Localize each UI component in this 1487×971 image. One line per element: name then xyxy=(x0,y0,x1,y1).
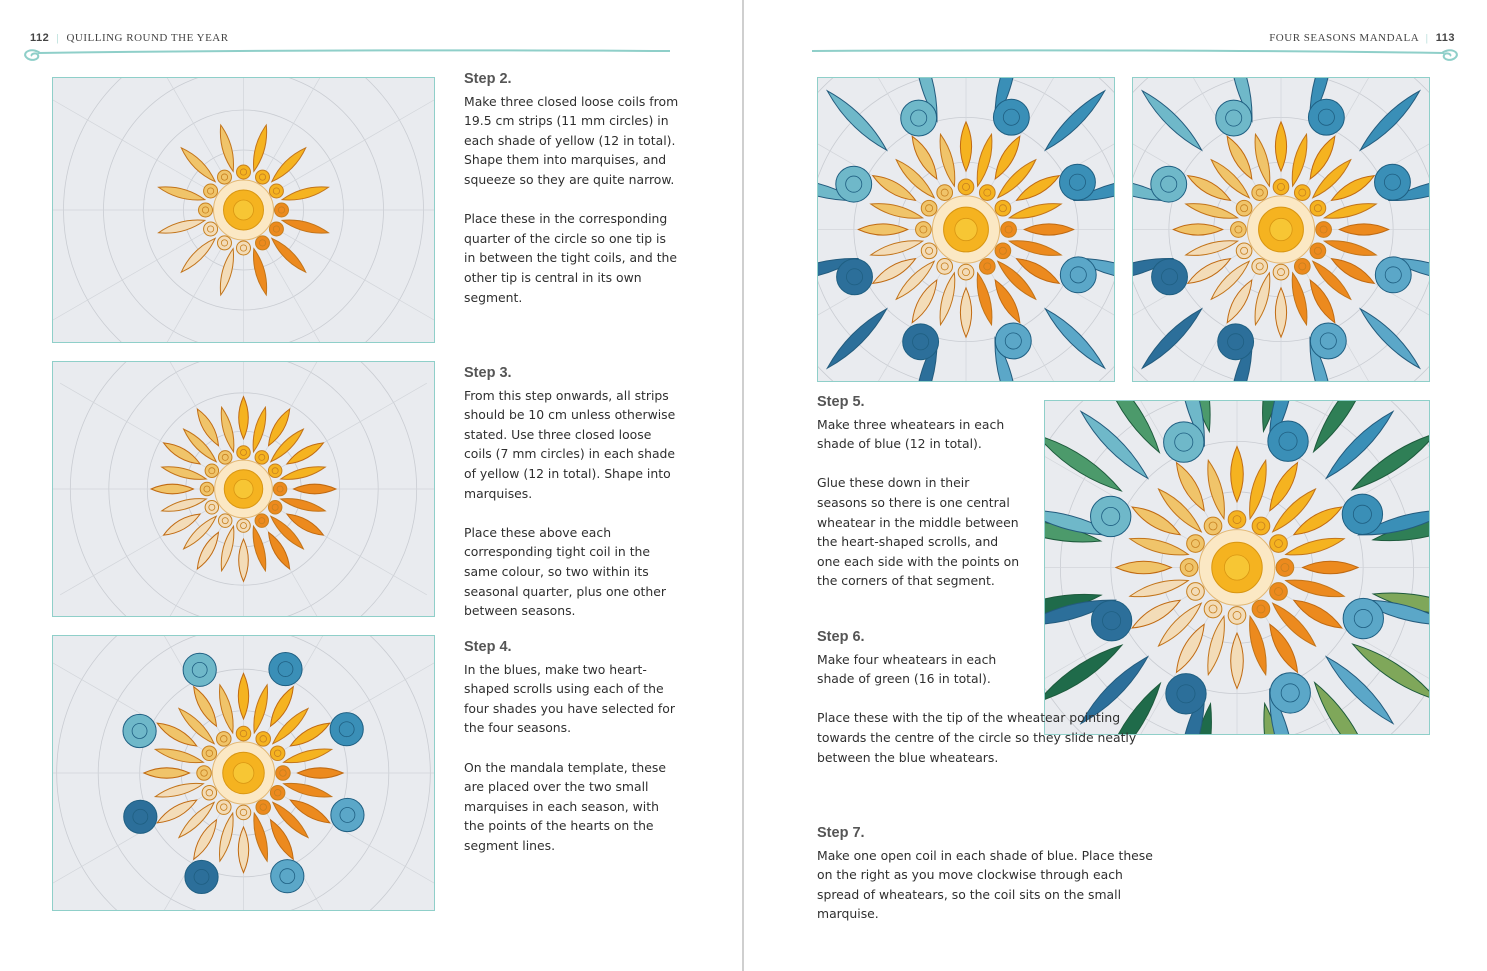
tight-coil xyxy=(1236,200,1252,216)
tight-coil xyxy=(1252,517,1270,535)
step-3-heading: Step 3. xyxy=(464,365,512,381)
tight-coil xyxy=(995,243,1011,259)
step-5-text xyxy=(817,393,1023,591)
tight-coil xyxy=(1310,200,1326,216)
tight-coil xyxy=(1204,517,1222,535)
tight-coil xyxy=(1228,511,1246,529)
heart-scroll xyxy=(1060,164,1096,200)
tight-coil xyxy=(1252,259,1268,275)
tight-coil xyxy=(1187,583,1205,601)
tight-coil xyxy=(979,185,995,201)
tight-coil xyxy=(1273,179,1289,195)
heart-scroll xyxy=(1152,259,1188,295)
heart-scroll xyxy=(837,259,873,295)
heart-scroll xyxy=(1164,422,1204,462)
heart-scroll xyxy=(1375,164,1411,200)
step-6-photo xyxy=(1044,400,1430,735)
heart-scroll xyxy=(903,324,939,360)
tight-coil xyxy=(1276,559,1294,577)
tight-coil xyxy=(1231,222,1247,238)
book-title: QUILLING ROUND THE YEAR xyxy=(66,32,229,44)
tight-coil xyxy=(1270,583,1288,601)
step-5-paragraph-2: Glue these down in their seasons so there is one central wheatear in the middle between the heart-shaped scrolls, and one each side with the points on the corners of that segment. xyxy=(817,475,1020,589)
heart-scroll xyxy=(1060,257,1096,293)
tight-coil xyxy=(937,259,953,275)
right-running-head xyxy=(1269,32,1455,44)
heart-scroll xyxy=(1270,673,1310,713)
step-2-paragraph-2: Place these in the corresponding quarter of the circle so one tip is in between the tight coils, and the other tip is central in its own segment. xyxy=(464,211,678,305)
tight-coil xyxy=(1204,600,1222,618)
heart-scroll xyxy=(1375,257,1411,293)
heart-scroll xyxy=(1343,598,1383,638)
tight-coil xyxy=(1180,559,1198,577)
tight-coil xyxy=(1228,607,1246,625)
step-5-heading: Step 5. xyxy=(817,394,865,410)
tight-coil xyxy=(1294,259,1310,275)
heart-scroll xyxy=(1308,99,1344,135)
tight-coil xyxy=(958,179,974,195)
tight-coil xyxy=(979,259,995,275)
step-6-paragraph-2: Place these with the tip of the wheatear pointing towards the centre of the circle so they slide neatly between the blue wheatears. xyxy=(817,710,1137,765)
center-coil-inner xyxy=(1270,218,1292,240)
right-header-swirl-line xyxy=(808,44,1464,64)
step-7-text xyxy=(817,824,1157,924)
heart-scroll xyxy=(901,100,937,136)
tight-coil xyxy=(1270,535,1288,553)
right-separator: | xyxy=(1425,32,1429,44)
step-2-paragraph-1: Make three closed loose coils from 19.5 cm strips (11 mm circles) in each shade of yellow (12 in total). Shape them into marquises, and squeeze so they are quite narrow. xyxy=(464,93,679,187)
center-coil-inner xyxy=(1224,555,1249,580)
step-4-paragraph-1: In the blues, make two heart-shaped scrolls using each of the four shades you have selected for the four seasons. xyxy=(464,661,675,736)
tight-coil xyxy=(958,264,974,280)
right-page-number: 113 xyxy=(1435,32,1455,44)
heart-scroll xyxy=(1268,421,1308,461)
tight-coil xyxy=(1273,264,1289,280)
heart-scroll xyxy=(1218,324,1254,360)
heart-scroll xyxy=(1091,496,1131,536)
tight-coil xyxy=(1252,185,1268,201)
tight-coil xyxy=(1252,600,1270,618)
step-5a-photo xyxy=(817,77,1115,382)
step-4-heading: Step 4. xyxy=(464,639,512,655)
tight-coil xyxy=(1316,222,1332,238)
step-5b-photo xyxy=(1132,77,1430,382)
tight-coil xyxy=(995,200,1011,216)
left-page-number: 112 xyxy=(30,32,50,44)
tight-coil xyxy=(921,200,937,216)
center-coil-inner xyxy=(955,218,977,240)
step-6-paragraph-1: Make four wheatears in each shade of green (16 in total). xyxy=(817,651,997,687)
heart-scroll xyxy=(995,323,1031,359)
step-4-paragraph-2: On the mandala template, these are placed over the two small marquises in each season, with the points of the hearts on the segment lines. xyxy=(464,759,666,853)
step-6-text xyxy=(817,628,1137,767)
heart-scroll xyxy=(1342,494,1382,534)
heart-scroll xyxy=(1216,100,1252,136)
tight-coil xyxy=(1187,535,1205,553)
step-3-paragraph-2: Place these above each corresponding tight coil in the same colour, so two within its seasonal quarter, plus one other between seasons. xyxy=(464,524,666,619)
left-separator: | xyxy=(56,32,60,44)
heart-scroll xyxy=(836,166,872,202)
tight-coil xyxy=(916,222,932,238)
tight-coil xyxy=(921,243,937,259)
step-5-paragraph-1: Make three wheatears in each shade of blue (12 in total). xyxy=(817,416,1005,452)
heart-scroll xyxy=(1166,674,1206,714)
step-7-heading: Step 7. xyxy=(817,825,865,841)
step-6-heading: Step 6. xyxy=(817,629,865,645)
tight-coil xyxy=(1236,243,1252,259)
tight-coil xyxy=(937,185,953,201)
tight-coil xyxy=(1001,222,1017,238)
step-2-heading: Step 2. xyxy=(464,71,512,87)
heart-scroll xyxy=(993,99,1029,135)
heart-scroll xyxy=(1310,323,1346,359)
tight-coil xyxy=(1310,243,1326,259)
heart-scroll xyxy=(1091,601,1131,641)
step-3-paragraph-1: From this step onwards, all strips should be 10 cm unless otherwise stated. Use three closed loose coils (7 mm circles) in each shade of yellow (12 in total). Shape into marquises. xyxy=(464,387,676,501)
step-7-paragraph-1: Make one open coil in each shade of blue. Place these on the right as you move clockwise through each spread of wheatears, so the coil sits on the small marquise. xyxy=(817,847,1153,922)
tight-coil xyxy=(1294,185,1310,201)
heart-scroll xyxy=(1151,166,1187,202)
chapter-title: FOUR SEASONS MANDALA xyxy=(1269,32,1419,44)
